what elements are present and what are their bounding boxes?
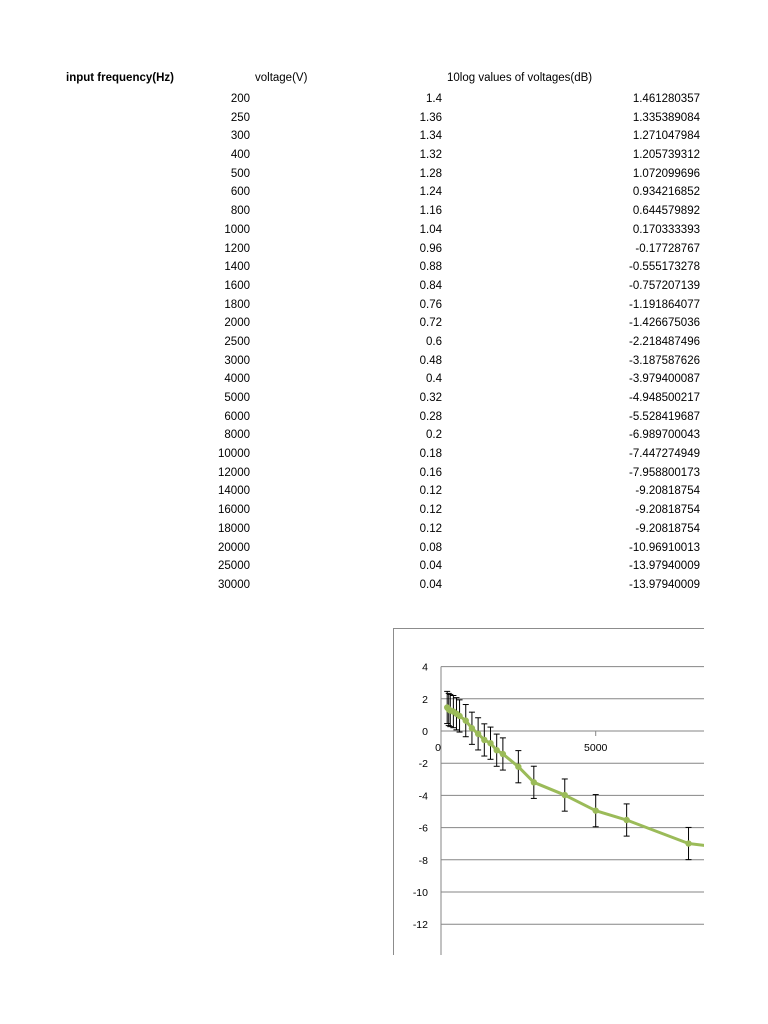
cell-db[interactable]: 0.170333393: [632, 223, 700, 236]
cell-voltage[interactable]: 0.28: [419, 410, 442, 423]
cell-db[interactable]: 0.644579892: [632, 205, 700, 218]
table-row: [0, 352, 768, 371]
cell-frequency[interactable]: 1200: [224, 242, 250, 255]
y-tick-label: 4: [422, 661, 428, 674]
table-row: [0, 183, 768, 202]
y-tick-label: -12: [412, 919, 428, 932]
data-point: [493, 747, 499, 753]
cell-db[interactable]: -13.97940009: [629, 560, 700, 573]
cell-voltage[interactable]: 0.08: [419, 541, 442, 554]
cell-db[interactable]: -13.97940009: [629, 578, 700, 591]
x-tick-label: 0: [435, 742, 441, 754]
header-db[interactable]: 10log values of voltages(dB): [447, 72, 593, 84]
data-point: [456, 713, 462, 719]
cell-db[interactable]: -3.979400087: [629, 373, 700, 386]
cell-db[interactable]: -1.191864077: [629, 298, 700, 311]
cell-voltage[interactable]: 0.12: [419, 504, 442, 517]
cell-voltage[interactable]: 0.84: [419, 279, 442, 292]
cell-voltage[interactable]: 0.16: [419, 466, 442, 479]
cell-db[interactable]: -10.96910013: [629, 541, 700, 554]
data-point: [487, 740, 493, 746]
cell-voltage[interactable]: 0.48: [419, 354, 442, 367]
table-row: [0, 370, 768, 389]
cell-frequency[interactable]: 400: [230, 149, 250, 162]
cell-voltage[interactable]: 1.04: [419, 223, 442, 236]
cell-db[interactable]: -2.218487496: [629, 335, 700, 348]
table-row: [0, 539, 768, 558]
cell-voltage[interactable]: 1.28: [419, 167, 442, 180]
cell-frequency[interactable]: 200: [230, 93, 250, 105]
cell-voltage[interactable]: 0.18: [419, 448, 442, 461]
cell-frequency[interactable]: 1400: [224, 261, 250, 274]
cell-db[interactable]: -9.20818754: [635, 522, 700, 535]
cell-voltage[interactable]: 1.32: [419, 149, 442, 162]
cell-voltage[interactable]: 0.12: [419, 485, 442, 498]
cell-voltage[interactable]: 0.76: [419, 298, 442, 311]
cell-voltage[interactable]: 0.6: [426, 335, 442, 348]
cell-frequency[interactable]: 30000: [218, 578, 250, 591]
table-row: [0, 557, 768, 576]
data-point: [623, 817, 629, 823]
cell-db[interactable]: 0.934216852: [632, 186, 700, 199]
cell-frequency[interactable]: 5000: [224, 392, 250, 404]
cell-db[interactable]: -7.447274949: [629, 448, 700, 461]
cell-frequency[interactable]: 600: [230, 186, 250, 199]
header-frequency[interactable]: input frequency(Hz): [66, 72, 174, 84]
data-point: [463, 717, 469, 723]
y-tick-label: 2: [422, 693, 428, 706]
table-row: [0, 90, 768, 109]
cell-voltage[interactable]: 1.16: [419, 205, 442, 218]
cell-voltage[interactable]: 1.36: [419, 111, 442, 124]
series-line: [447, 707, 704, 850]
cell-db[interactable]: 1.335389084: [632, 111, 700, 124]
cell-frequency[interactable]: 250: [230, 111, 250, 124]
cell-frequency[interactable]: 3000: [224, 354, 250, 367]
cell-db[interactable]: -6.989700043: [629, 429, 700, 442]
cell-frequency[interactable]: 10000: [218, 448, 250, 461]
cell-db[interactable]: -1.426675036: [629, 317, 700, 330]
y-tick-label: -4: [418, 790, 428, 803]
cell-db[interactable]: -0.555173278: [629, 261, 700, 274]
table-row: [0, 445, 768, 464]
table-row: [0, 389, 768, 408]
table-row: [0, 146, 768, 165]
cell-frequency[interactable]: 6000: [224, 410, 250, 423]
cell-frequency[interactable]: 18000: [218, 522, 250, 535]
cell-frequency[interactable]: 1800: [224, 298, 250, 311]
cell-frequency[interactable]: 4000: [224, 373, 250, 386]
table-row: [0, 221, 768, 240]
cell-db[interactable]: -4.948500217: [629, 392, 700, 404]
cell-db[interactable]: -3.187587626: [629, 354, 700, 367]
cell-db[interactable]: -0.757207139: [629, 279, 700, 292]
table-row: [0, 240, 768, 259]
data-point: [500, 751, 506, 757]
table-row: [0, 165, 768, 184]
data-table: [0, 90, 768, 595]
table-row: [0, 501, 768, 520]
y-tick-label: -8: [418, 854, 428, 867]
cell-voltage[interactable]: 0.4: [426, 373, 442, 386]
cell-frequency[interactable]: 800: [230, 205, 250, 218]
data-point: [481, 737, 487, 743]
header-voltage[interactable]: voltage(V): [255, 72, 308, 84]
y-tick-label: -10: [412, 887, 428, 899]
cell-frequency[interactable]: 2500: [224, 335, 250, 348]
cell-voltage[interactable]: 0.12: [419, 522, 442, 535]
cell-voltage[interactable]: 0.96: [419, 242, 442, 255]
y-tick-label: -6: [418, 822, 428, 835]
cell-db[interactable]: 1.271047984: [632, 130, 700, 143]
table-row: [0, 314, 768, 333]
table-row: [0, 258, 768, 277]
cell-db[interactable]: -9.20818754: [635, 485, 700, 498]
cell-frequency[interactable]: 12000: [218, 466, 250, 479]
cell-frequency[interactable]: 2000: [224, 317, 250, 330]
cell-db[interactable]: -5.528419687: [629, 410, 700, 423]
table-row: [0, 202, 768, 221]
cell-db[interactable]: 1.072099696: [632, 167, 700, 180]
data-point: [593, 807, 599, 813]
cell-frequency[interactable]: 16000: [218, 504, 250, 517]
cell-db[interactable]: 1.205739312: [632, 149, 700, 162]
cell-voltage[interactable]: 1.4: [426, 93, 442, 105]
cell-frequency[interactable]: 500: [230, 167, 250, 180]
table-row: [0, 520, 768, 539]
cell-frequency[interactable]: 1000: [224, 223, 250, 236]
cell-frequency[interactable]: 20000: [218, 541, 250, 554]
cell-frequency[interactable]: 1600: [224, 279, 250, 292]
table-row: [0, 408, 768, 427]
y-tick-label: -2: [418, 758, 428, 771]
table-row: [0, 127, 768, 146]
cell-db[interactable]: -7.958800173: [629, 466, 700, 479]
chart-svg: [394, 629, 704, 955]
cell-frequency[interactable]: 25000: [218, 560, 250, 573]
cell-voltage[interactable]: 0.72: [419, 317, 442, 330]
data-point: [562, 792, 568, 798]
cell-frequency[interactable]: 300: [230, 130, 250, 143]
line-chart[interactable]: [393, 628, 704, 955]
table-row: [0, 576, 768, 595]
data-point: [531, 779, 537, 785]
cell-db[interactable]: -9.20818754: [635, 504, 700, 517]
table-row: [0, 109, 768, 128]
cell-voltage[interactable]: 0.32: [419, 392, 442, 404]
cell-voltage[interactable]: 1.24: [419, 186, 442, 199]
table-row: [0, 277, 768, 296]
cell-db[interactable]: -0.17728767: [635, 242, 700, 255]
cell-db[interactable]: 1.461280357: [632, 93, 700, 105]
data-point: [515, 764, 521, 770]
table-row: [0, 333, 768, 352]
data-point: [685, 840, 691, 846]
table-row: [0, 296, 768, 315]
table-row: [0, 464, 768, 483]
cell-voltage[interactable]: 0.04: [419, 560, 442, 573]
cell-voltage[interactable]: 1.34: [419, 130, 442, 143]
cell-voltage[interactable]: 0.04: [419, 578, 442, 591]
table-row: [0, 426, 768, 445]
cell-frequency[interactable]: 14000: [218, 485, 250, 498]
table-row: [0, 482, 768, 501]
cell-voltage[interactable]: 0.2: [426, 429, 442, 442]
x-tick-label: 5000: [584, 742, 608, 754]
cell-voltage[interactable]: 0.88: [419, 261, 442, 274]
cell-frequency[interactable]: 8000: [224, 429, 250, 442]
data-point: [469, 725, 475, 731]
y-tick-label: 0: [422, 726, 428, 738]
data-point: [475, 731, 481, 737]
